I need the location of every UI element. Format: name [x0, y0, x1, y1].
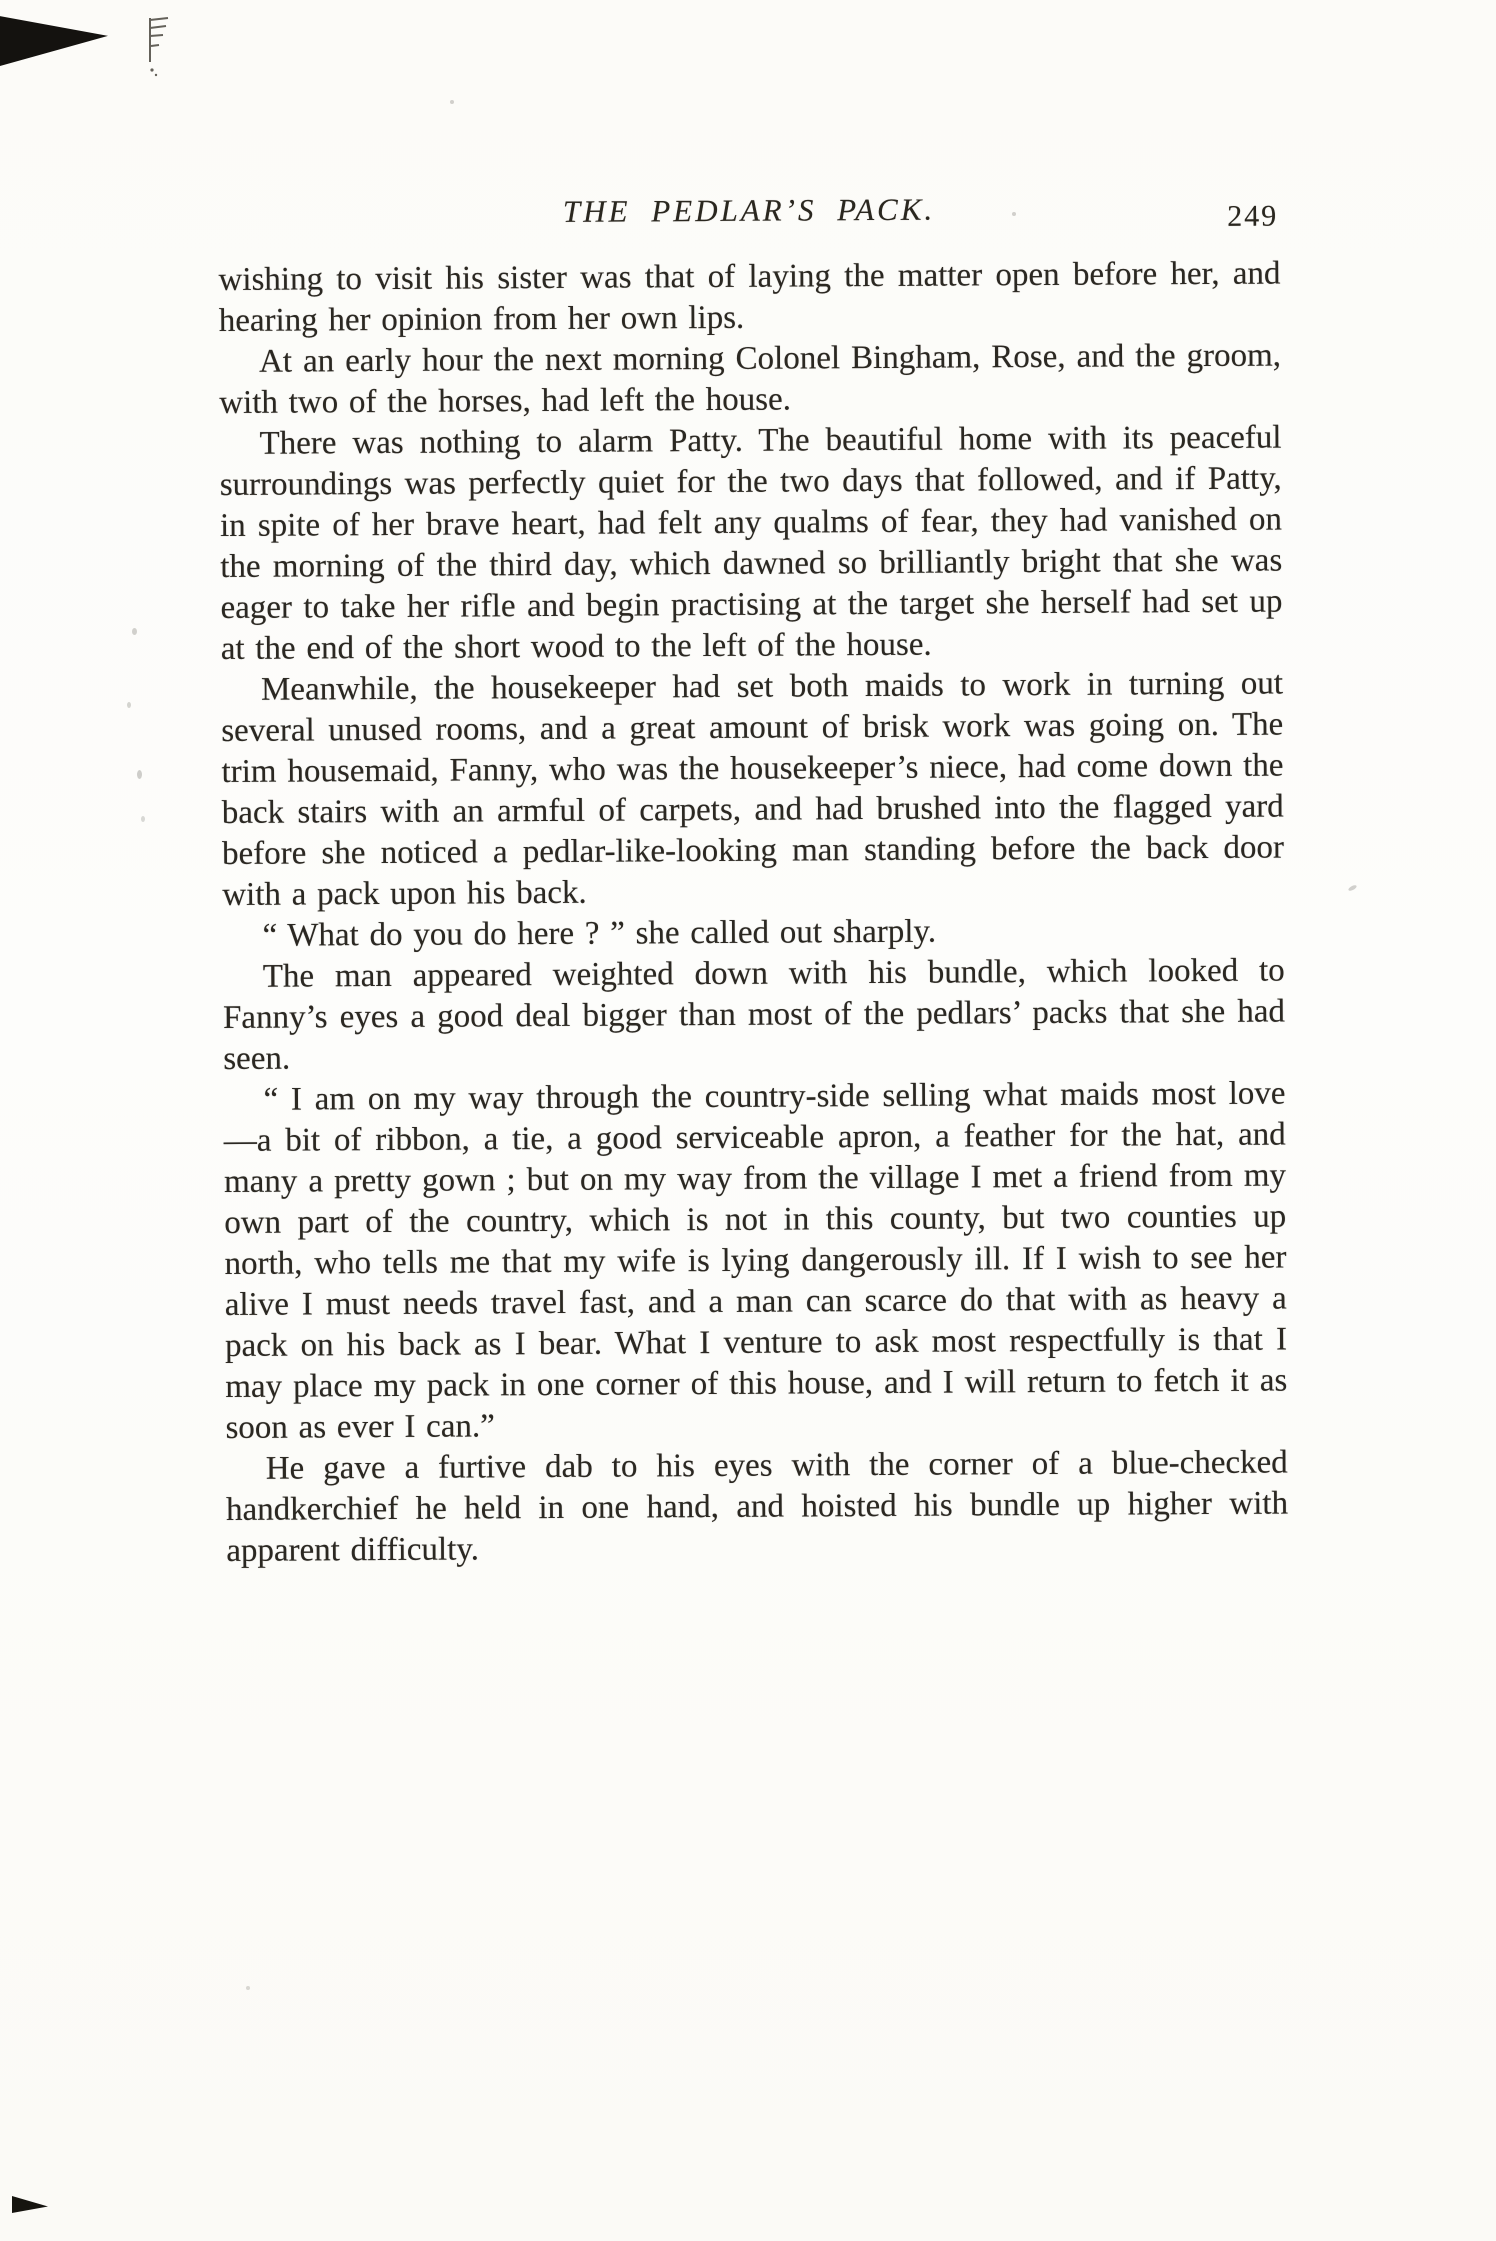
scan-speckle	[137, 770, 142, 779]
page-number: 249	[1227, 199, 1279, 233]
scan-speckle	[141, 816, 145, 822]
page-title: THE PEDLAR’S PACK.	[562, 191, 936, 229]
scan-bottom-wedge-artifact	[12, 2196, 48, 2213]
paragraph: At an early hour the next morning Colonel Bingham, Rose, and the groom, with two of the horses, had left the house.	[219, 337, 1282, 421]
running-header	[218, 190, 1280, 244]
scan-corner-wedge-artifact	[0, 14, 108, 66]
page-content	[218, 190, 1288, 1572]
scan-speckle	[1348, 884, 1358, 892]
scan-speckle	[132, 628, 137, 635]
paragraph: “ What do you do here ? ” she called out sharply.	[262, 913, 937, 954]
paragraph: There was nothing to alarm Patty. The beautiful home with its peaceful surroundings was perfectly quiet for the two days that followed, and if Patty, in spite of her brave heart, had felt any qualms of fear, they had vanished on the morning of the third day, which dawned so brilliantly bright that she was eager to take her rifle and begin practising at the target she herself had set up at the end of the short wood to the left of the house.	[219, 419, 1283, 667]
ink-stamp-artifact	[147, 16, 171, 78]
scan-speckle	[246, 1986, 250, 1990]
paragraph: wishing to visit his sister was that of laying the matter open before her, and hearing her opinion from her own lips.	[218, 255, 1281, 339]
scan-speckle	[127, 702, 131, 708]
scan-speckle	[450, 100, 454, 104]
paragraph: Meanwhile, the housekeeper had set both maids to work in turning out several unused rooms, and a great amount of brisk work was going on. The trim housemaid, Fanny, who was the housekeeper’s niece, had come down the back stairs with an armful of carpets, and had brushed into the flagged yard before she noticed a pedlar-like-looking man standing before the back door with a pack upon his back.	[221, 665, 1285, 913]
paragraph: The man appeared weighted down with his bundle, which looked to Fanny’s eyes a good deal bigger than most of the pedlars’ packs that she had seen.	[222, 952, 1286, 1077]
body-text	[218, 254, 1288, 1572]
paragraph: He gave a furtive dab to his eyes with the corner of a blue-checked handkerchief he held in one hand, and hoisted his bundle up higher with apparent difficulty.	[225, 1444, 1289, 1569]
paragraph: “ I am on my way through the country-side selling what maids most love—a bit of ribbon, a tie, a good serviceable apron, a feather for the hat, and many a pretty gown ; but on my way from the village I met a friend from my own part of the country, which is not in this county, but two counties up north, who tells me that my wife is lying dangerously ill. If I wish to see her alive I must needs travel fast, and a man can scarce do that with as heavy a pack on his back as I bear. What I venture to ask most respectfully is that I may place my pack in one corner of this house, and I will return to fetch it as soon as ever I can.”	[223, 1075, 1288, 1446]
